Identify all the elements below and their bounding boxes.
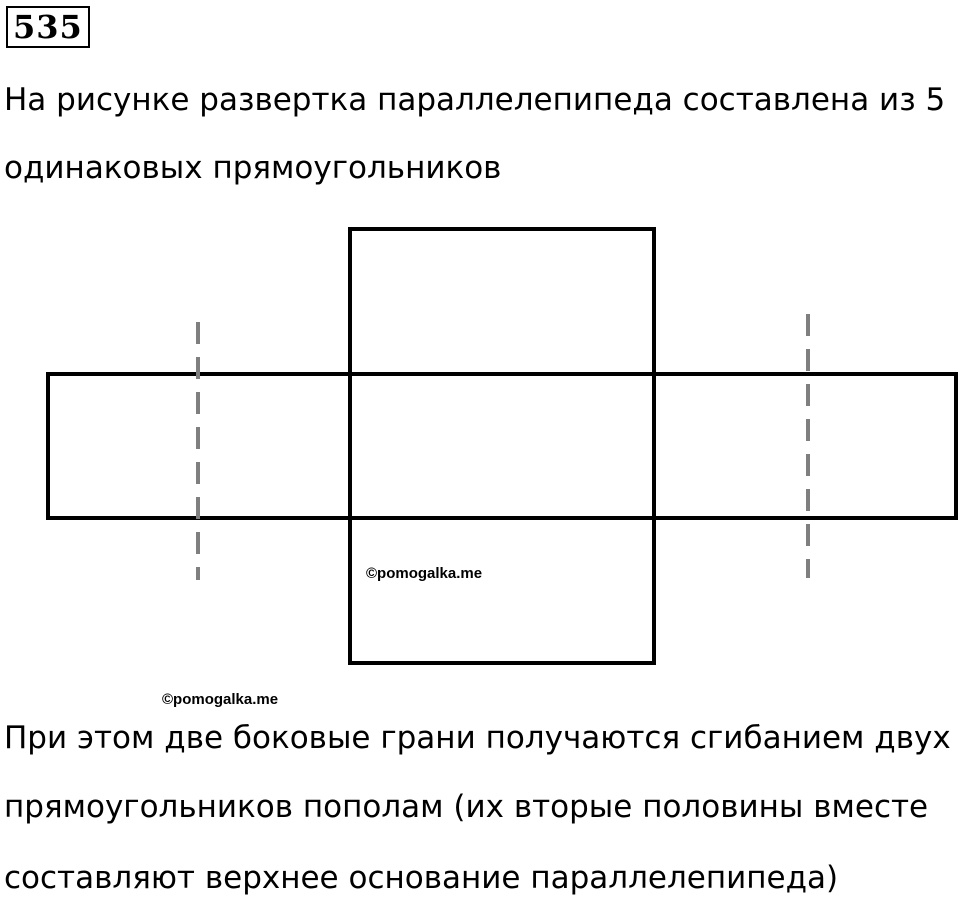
problem-text-line-5: составляют верхнее основание параллелепипеда) — [4, 860, 839, 896]
net-top-rectangle — [350, 229, 654, 374]
watermark-outer: ©pomogalka.me — [162, 691, 279, 708]
net-right-rectangle — [654, 374, 956, 518]
watermark-inner: ©pomogalka.me — [366, 565, 483, 582]
net-bottom-rectangle — [350, 518, 654, 663]
net-center-rectangle — [350, 374, 654, 518]
problem-text-line-2: одинаковых прямоугольников — [4, 150, 502, 186]
problem-text-line-4: прямоугольников пополам (их вторые половины вместе — [4, 789, 929, 825]
problem-text-line-3: При этом две боковые грани получаются сгибанием двух — [4, 720, 951, 756]
problem-text-line-1: На рисунке развертка параллелепипеда составлена из 5 — [4, 82, 946, 118]
problem-number: 535 — [6, 6, 90, 48]
